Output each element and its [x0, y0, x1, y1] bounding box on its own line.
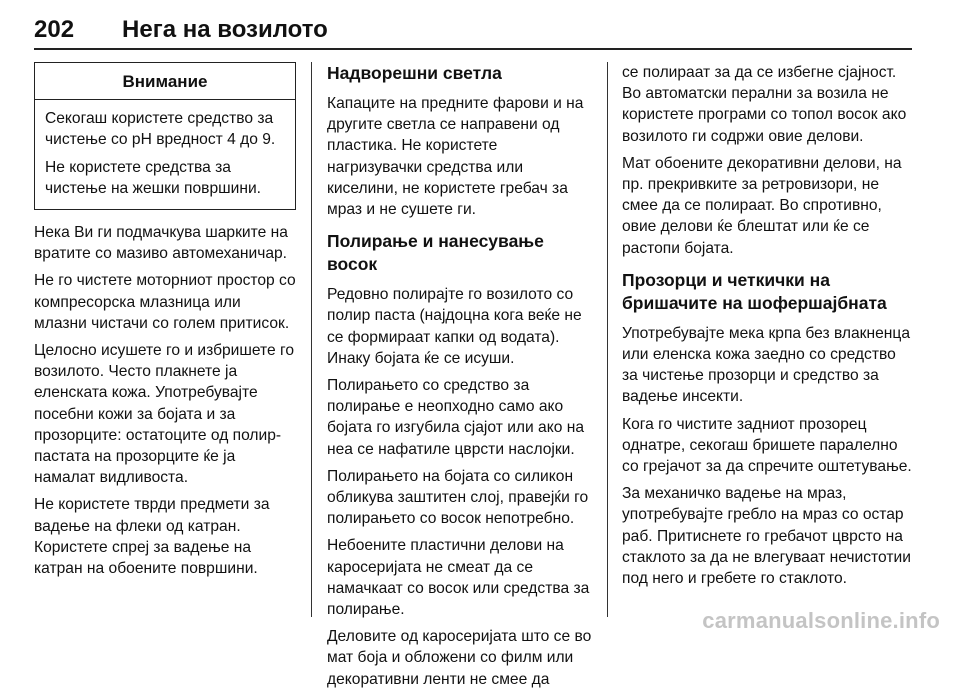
warning-box: [34, 62, 296, 210]
page-header: [34, 10, 912, 50]
body-paragraph: Целосно исушете го и избришете го возилото. Често плакнете ја еленската кожа. Употребувајте посебни кожи за бојата и за прозорците: остатоците од полир-пастата на прозорците ќе ја намалат видливоста.: [34, 342, 295, 487]
column-divider: [607, 62, 608, 617]
page-title: Нега на возилото: [122, 16, 328, 43]
body-paragraph: Употребувајте мека крпа без влакненца или еленска кожа заедно со средство за чистење прозорци и средство за вадење инсекти.: [622, 324, 910, 406]
section-heading-exterior-lights: Надворешни светла: [327, 63, 502, 83]
body-paragraph: За механичко вадење на мраз, употребувајте гребло на мраз со остар раб. Притиснете го гребачот цврсто на стаклото за да не влегуваат нечистотии под него и гребете го стаклото.: [622, 485, 911, 588]
warning-paragraph: Не користете средства за чистење на жешки површини.: [45, 158, 261, 197]
body-paragraph: Полирањето со средство за полирање е неопходно само ако бојата го изгубила сјајот или ако на неа се нафатиле цврсти наслојки.: [327, 377, 584, 458]
column-left: [34, 62, 296, 585]
column-divider: [311, 62, 312, 617]
watermark: carmanualsonline.info: [702, 608, 940, 633]
column-middle: [327, 62, 595, 696]
warning-paragraph: Секогаш користете средство за чистење со pH вредност 4 до 9.: [45, 110, 276, 149]
warning-title: Внимание: [35, 63, 295, 100]
body-paragraph: Не го чистете моторниот простор со компресорска млазница или млазни чистачи со голем притисок.: [34, 272, 296, 332]
body-paragraph: Не користете тврди предмети за вадење на флеки од катран. Користете спреј за вадење на катран на обоените површини.: [34, 496, 270, 578]
body-paragraph: Кога го чистите задниот прозорец однатре, секогаш бришете паралелно со грејачот за да спречите оштетување.: [622, 415, 912, 476]
section-heading-polishing: Полирање и нанесување восок: [327, 231, 544, 275]
body-paragraph: се полираат за да се избегне сјајност. Во автоматски перални за возила не користете програми со топол восок ако возилото ги содржи овие делови.: [622, 64, 907, 145]
section-heading-windows: Прозорци и четкички на бришачите на шофершајбната: [622, 269, 887, 313]
body-paragraph: Капаците на предните фарови и на другите светла се направени од пластика. Не користете нагризувачки средства или киселини, не користете гребач за мраз и не сушете ги.: [327, 95, 584, 219]
page-number: 202: [34, 16, 75, 43]
body-paragraph: Редовно полирајте го возилото со полир паста (најдоцна кога веќе не се формираат капки од водата). Инаку бојата ќе се исуши.: [327, 286, 582, 367]
body-paragraph: Полирањето на бојата со силикон обликува заштитен слој, правејќи го полирањето со восок непотребно.: [327, 467, 589, 528]
body-paragraph: Небоените пластични делови на каросеријата не смеат да се намачкаат со восок или средства за полирање.: [327, 537, 590, 619]
warning-body: [35, 100, 295, 209]
body-paragraph: Деловите од каросеријата што се во мат боја и обложени со филм или декоративни ленти не смее да: [327, 628, 592, 688]
body-paragraph: Мат обоените декоративни делови, на пр. прекривките за ретровизори, не смее да се полираат. Во спротивно, овие делови ќе блештат или ќе се растопи бојата.: [622, 154, 902, 257]
body-paragraph: Нека Ви ги подмачкува шарките на вратите со мазиво автомеханичар.: [34, 224, 288, 263]
column-right: [622, 62, 912, 595]
